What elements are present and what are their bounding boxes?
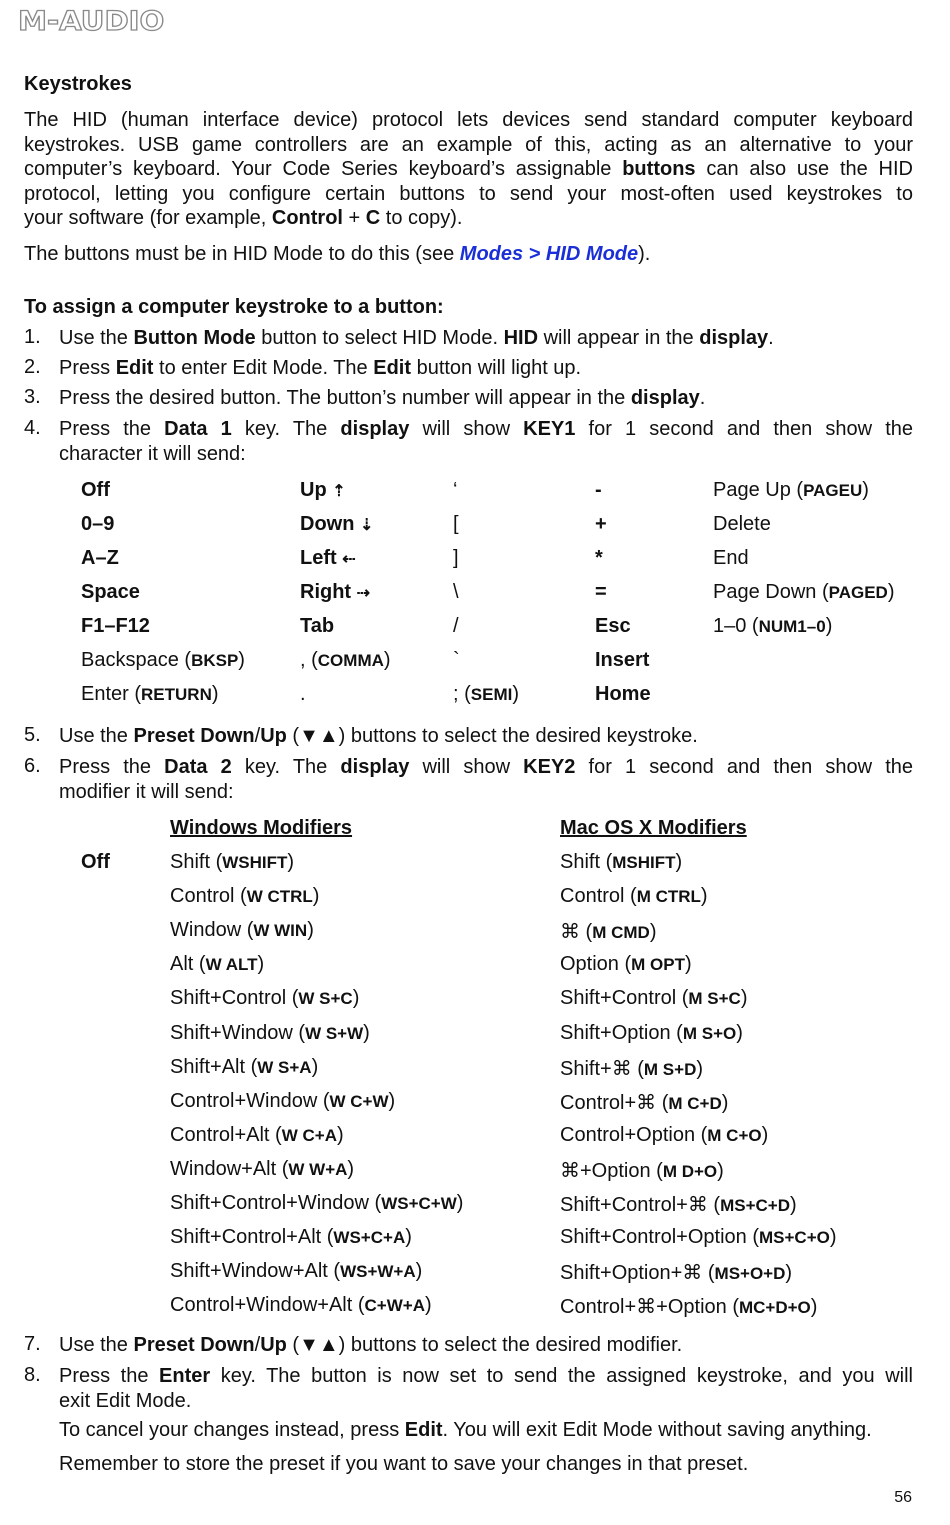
mac-modifier: ⌘ (M CMD) xyxy=(560,921,657,943)
mac-modifier: Control+Option (M C+O) xyxy=(560,1124,769,1146)
key-cell: [ xyxy=(453,513,459,535)
key-cell: - xyxy=(595,479,602,501)
section-title: Keystrokes xyxy=(24,73,132,95)
mac-modifier: Shift+Control+⌘ (MS+C+D) xyxy=(560,1194,797,1216)
modifier-off: Off xyxy=(81,851,110,873)
brand-logo-text: M-AUDIO xyxy=(18,6,165,37)
key-cell: Page Down (PAGED) xyxy=(713,581,895,603)
windows-modifier: Shift+Control (W S+C) xyxy=(170,987,360,1009)
windows-modifier: Shift+Window+Alt (WS+W+A) xyxy=(170,1260,423,1282)
mac-modifier: Option (M OPT) xyxy=(560,953,692,975)
key-cell: ; (SEMI) xyxy=(453,683,520,705)
mac-modifier: Shift (MSHIFT) xyxy=(560,851,683,873)
intro-paragraph xyxy=(24,108,913,231)
key-cell: + xyxy=(595,513,607,535)
key-cell: 1–0 (NUM1–0) xyxy=(713,615,833,637)
mac-modifier: Shift+Option (M S+O) xyxy=(560,1022,743,1044)
key-cell: ] xyxy=(453,547,459,569)
key-cell: Right ⇢ xyxy=(300,581,371,603)
arrow-left-icon: ⇠ xyxy=(342,551,356,568)
key-cell: Home xyxy=(595,683,651,705)
windows-modifier: Window (W WIN) xyxy=(170,919,314,941)
key-cell: Off xyxy=(81,479,110,501)
mac-modifier: Shift+Control (M S+C) xyxy=(560,987,748,1009)
intro-line: protocol, letting you configure certain buttons to send your most-often used keystrokes to xyxy=(24,182,913,205)
remember-note: Remember to store the preset if you want to save your changes in that preset. xyxy=(59,1453,749,1475)
mac-modifier: Control+⌘ (M C+D) xyxy=(560,1092,729,1114)
key-cell: Tab xyxy=(300,615,335,637)
windows-modifier: Shift (WSHIFT) xyxy=(170,851,295,873)
brand-logo xyxy=(18,6,165,37)
windows-modifier: Window+Alt (W W+A) xyxy=(170,1158,355,1180)
arrow-right-icon: ⇢ xyxy=(356,585,371,602)
key-cell: Down ⇣ xyxy=(300,513,374,535)
key-cell: End xyxy=(713,547,749,569)
key-cell: Left ⇠ xyxy=(300,547,356,569)
windows-modifier: Control+Window (W C+W) xyxy=(170,1090,396,1112)
windows-modifier: Control+Alt (W C+A) xyxy=(170,1124,344,1146)
key-cell: Delete xyxy=(713,513,771,535)
windows-modifier: Shift+Control+Window (WS+C+W) xyxy=(170,1192,464,1214)
intro-line: computer’s keyboard. Your Code Series keyboard’s assignable buttons can also use the HID xyxy=(24,158,913,180)
hid-mode-note: The buttons must be in HID Mode to do this (see Modes > HID Mode). xyxy=(24,243,651,265)
intro-line: your software (for example, Control + C to copy). xyxy=(24,207,463,229)
key-cell: = xyxy=(595,581,607,603)
windows-modifier: Shift+Control+Alt (WS+C+A) xyxy=(170,1226,412,1248)
mac-modifier: ⌘+Option (M D+O) xyxy=(560,1160,724,1182)
key-cell: Insert xyxy=(595,649,650,671)
mac-modifier: Shift+Control+Option (MS+C+O) xyxy=(560,1226,837,1248)
mac-modifiers-header: Mac OS X Modifiers xyxy=(560,817,747,839)
assign-heading: To assign a computer keystroke to a button: xyxy=(24,296,444,318)
key-cell: . xyxy=(300,683,306,705)
windows-modifier: Control+Window+Alt (C+W+A) xyxy=(170,1294,432,1316)
key-cell: Space xyxy=(81,581,140,603)
key-cell: 0–9 xyxy=(81,513,115,535)
intro-line: keystrokes. USB game controllers are an example of this, acting as an alternative to your xyxy=(24,133,913,156)
mac-modifier: Control+⌘+Option (MC+D+O) xyxy=(560,1296,818,1318)
intro-line: The HID (human interface device) protocol lets devices send standard computer keyboard xyxy=(24,109,913,131)
key-cell: F1–F12 xyxy=(81,615,150,637)
key-cell: Esc xyxy=(595,615,631,637)
key-cell: Backspace (BKSP) xyxy=(81,649,245,671)
mac-modifier: Shift+Option+⌘ (MS+O+D) xyxy=(560,1262,793,1284)
key-cell: , (COMMA) xyxy=(300,649,391,671)
arrow-down-icon: ⇣ xyxy=(360,517,374,534)
arrow-up-icon: ⇡ xyxy=(332,483,346,500)
hid-mode-link[interactable]: Modes > HID Mode xyxy=(459,243,639,265)
key-cell: Page Up (PAGEU) xyxy=(713,479,869,501)
key-cell: ‘ xyxy=(453,479,458,501)
windows-modifiers-header: Windows Modifiers xyxy=(170,817,353,839)
cancel-note: To cancel your changes instead, press Edit. You will exit Edit Mode without saving anything. xyxy=(59,1419,872,1441)
mac-modifier: Control (M CTRL) xyxy=(560,885,708,907)
key-cell: Up ⇡ xyxy=(300,479,346,501)
windows-modifier: Alt (W ALT) xyxy=(170,953,265,975)
key-cell: A–Z xyxy=(81,547,119,569)
windows-modifier: Control (W CTRL) xyxy=(170,885,320,907)
key-cell: * xyxy=(595,547,603,569)
windows-modifier: Shift+Alt (W S+A) xyxy=(170,1056,319,1078)
mac-modifier: Shift+⌘ (M S+D) xyxy=(560,1058,704,1080)
windows-modifier: Shift+Window (W S+W) xyxy=(170,1022,370,1044)
key-cell: ` xyxy=(453,649,460,671)
key-cell: Enter (RETURN) xyxy=(81,683,219,705)
page-number: 56 xyxy=(894,1489,912,1506)
key-cell: / xyxy=(453,615,459,637)
key-cell: \ xyxy=(453,581,459,603)
